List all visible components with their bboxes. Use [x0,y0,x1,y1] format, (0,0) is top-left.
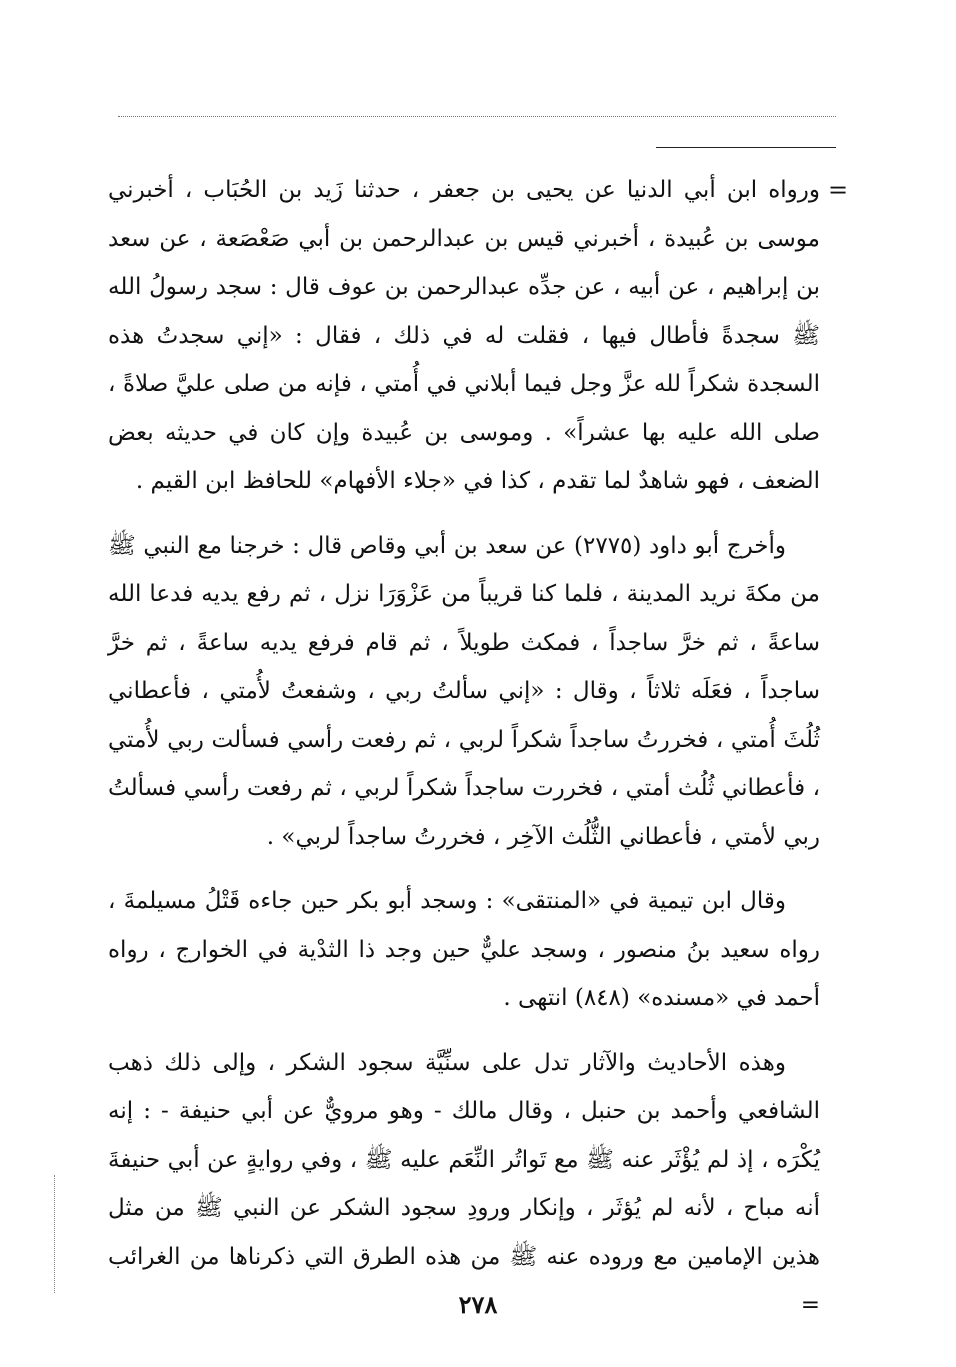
paragraph-conclusion: وهذه الأحاديث والآثار تدل على سنِّيَّة سجود الشكر ، وإلى ذلك ذهب الشافعي وأحمد بن حنبل ، وقال مالك - وهو مرويٌّ عن أبي حنيفة - : إنه يُكْرَه ، إذ لم يُؤْثَر عنه ﷺ مع تَواتُر النِّعَم عليه ﷺ ، وفي روايةٍ عن أبي حنيفةَ أنه مباح ، لأنه لم يُؤثَر ، وإنكار ورودِ سجود الشكر عن النبي ﷺ من مثل هذين الإمامين مع وروده عنه ﷺ من هذه الطرق التي ذكرناها من الغرائب = [108,1049,820,1318]
top-dotted-rule [118,116,836,117]
footnote-separator-rule [656,147,836,148]
paragraph-ibn-abi-dunya: ورواه ابن أبي الدنيا عن يحيى بن جعفر ، حدثنا زَيد بن الحُبَاب ، أخبرني موسى بن عُبيدة ، أخبرني قيس بن عبدالرحمن بن أبي صَعْصَعة ، عن سعد بن إبراهيم ، عن أبيه ، عن جدِّه عبدالرحمن بن عوف قال : سجد رسولُ الله ﷺ سجدةً فأطال فيها ، فقلت له في ذلك ، فقال : «إني سجدتُ هذه السجدة شكراً لله عزَّ وجل فيما أبلاني في أُمتي ، فإنه من صلى عليَّ صلاةً ، صلى الله عليه بها عشراً» . وموسى بن عُبيدة وإن كان في حديثه بعض الضعف ، فهو شاهدٌ لما تقدم ، كذا في «جلاء الأفهام» للحافظ ابن القيم . [108,177,820,494]
page-number: ٢٧٨ [458,1290,498,1319]
footnote-text-block [108,166,820,1330]
paragraph-ibn-taymiyya: وقال ابن تيمية في «المنتقى» : وسجد أبو بكر حين جاءه قَتْلُ مسيلمةَ ، رواه سعيد بنُ منصور ، وسجد عليٌّ حين وجد ذا الثدْية في الخوارج ، رواه أحمد في «مسنده» (٨٤٨) انتهى . [108,888,820,1011]
margin-dotted-line [54,1175,55,1293]
paragraph-abu-dawud: وأخرج أبو داود (٢٧٧٥) عن سعد بن أبي وقاص قال : خرجنا مع النبي ﷺ من مكةَ نريد المدينة ، فلما كنا قريباً من عَزْوَرَا نزل ، ثم رفع يديه فدعا الله ساعةً ، ثم خرَّ ساجداً ، فمكث طويلاً ، ثم قام فرفع يديه ساعةً ، ثم خرَّ ساجداً ، فعَلَه ثلاثاً ، وقال : «إني سألتُ ربي ، وشفعتُ لأُمتي ، فأعطاني ثُلُثَ أُمتي ، فخررتُ ساجداً شكراً لربي ، ثم رفعت رأسي فسألت ربي لأُمتي ، فأعطاني ثُلُث أمتي ، فخررت ساجداً شكراً لربي ، ثم رفعت رأسي فسألتُ ربي لأمتي ، فأعطاني الثُّلُث الآخِر ، فخررتُ ساجداً لربي» . [108,532,820,850]
continuation-mark: = [828,176,849,204]
